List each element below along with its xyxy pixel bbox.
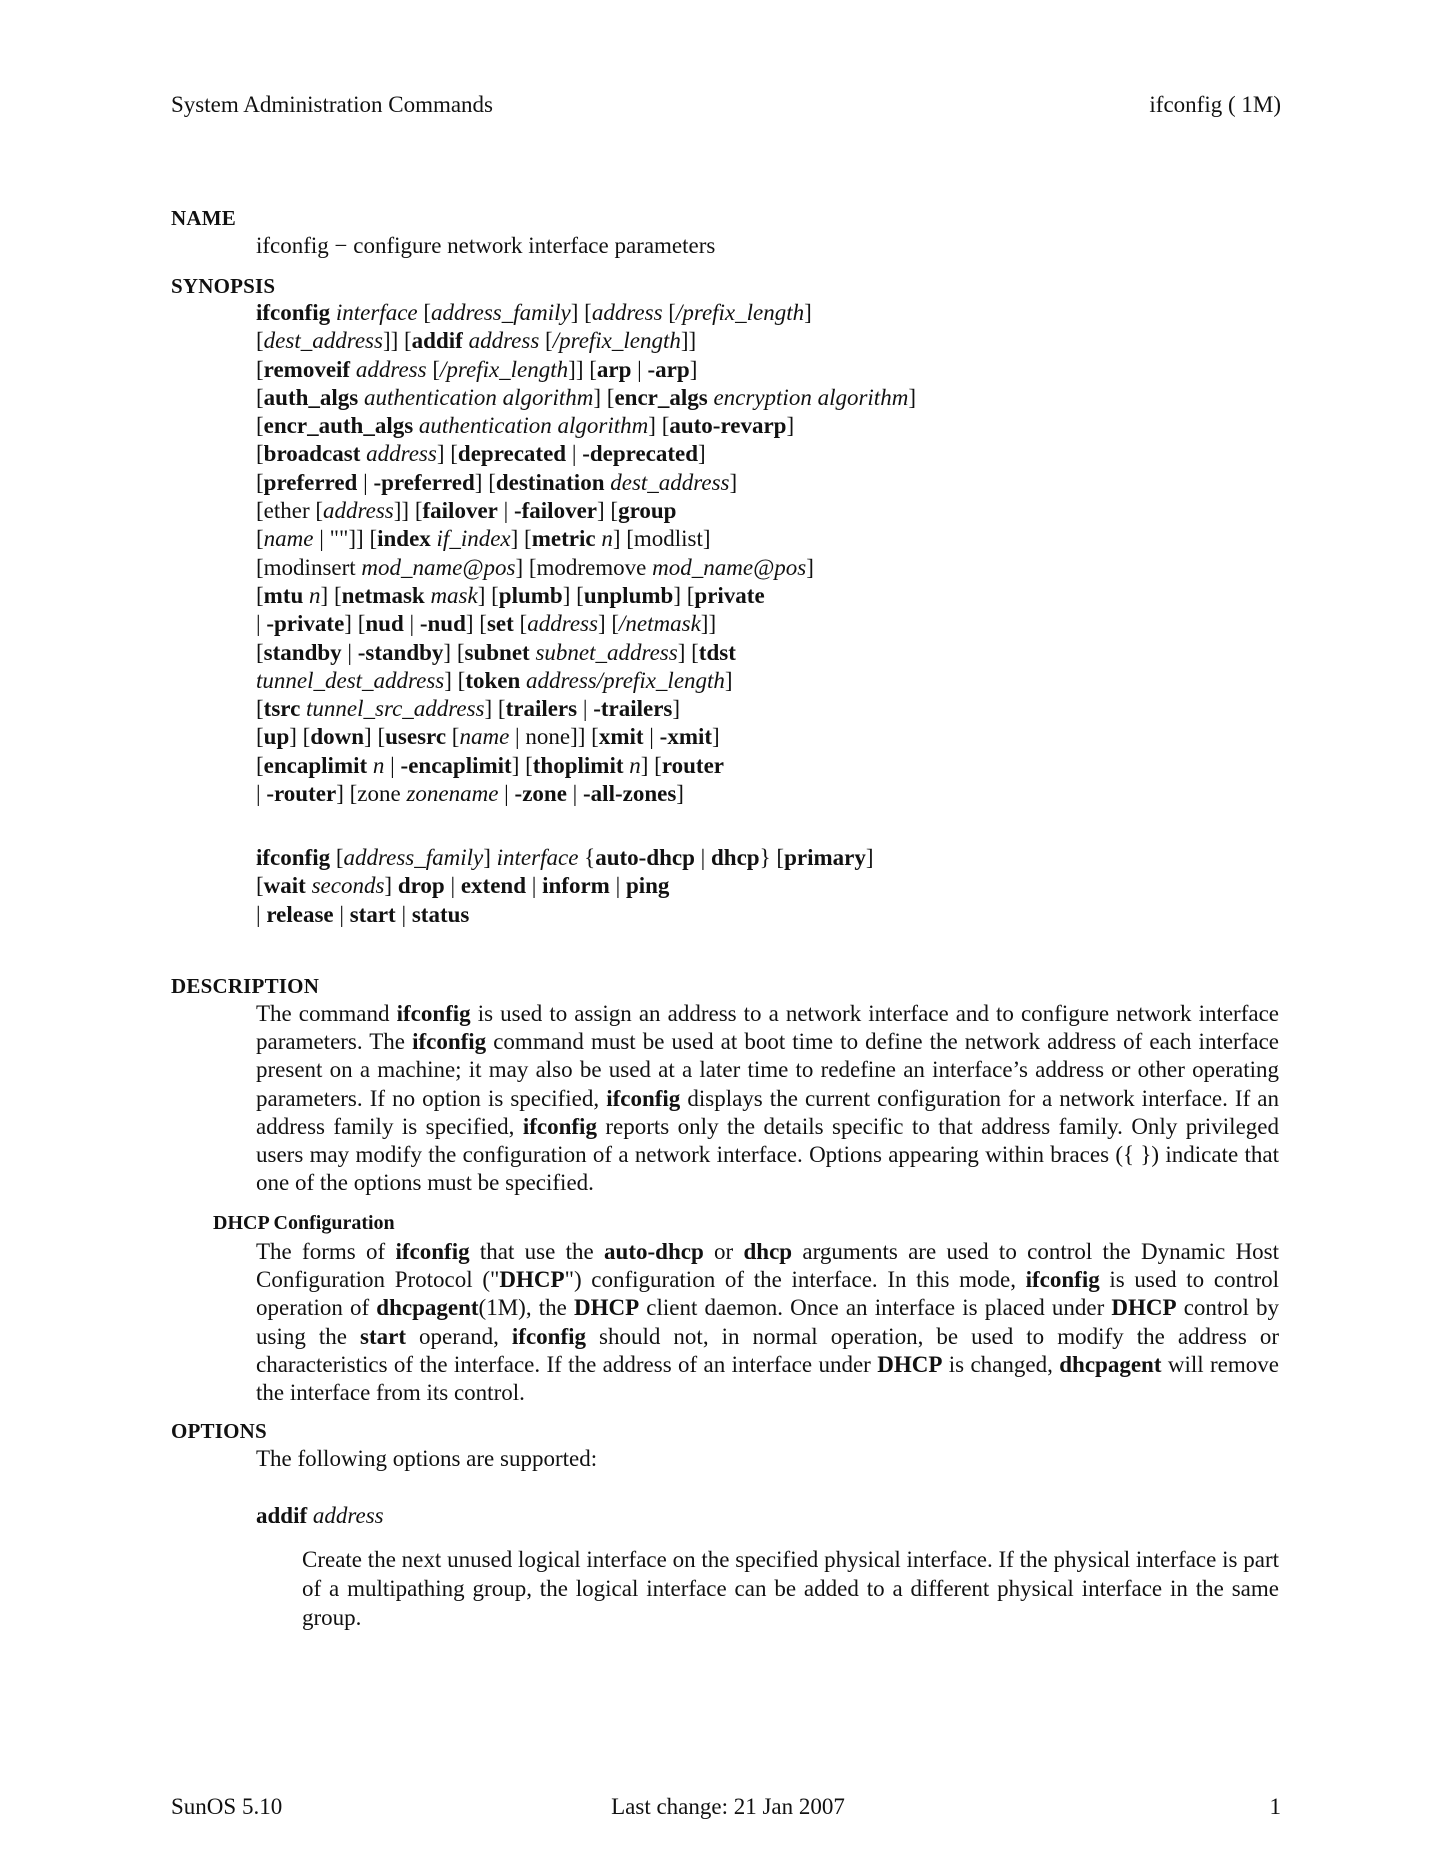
synopsis-form-1-line: [name | ""]] [index if_index] [metric n] [modlist] — [256, 526, 711, 552]
synopsis-form-1-line: [encaplimit n | -encaplimit] [thoplimit n] [router — [256, 752, 724, 778]
page-header-command: ifconfig ( 1M) — [1149, 92, 1281, 117]
synopsis-form-2 — [256, 844, 1279, 929]
options-intro: The following options are supported: — [256, 1446, 598, 1471]
section-heading-name: NAME — [171, 206, 236, 230]
synopsis-form-1-line: [mtu n] [netmask mask] [plumb] [unplumb] [private — [256, 582, 765, 608]
name-text: ifconfig − configure network interface parameters — [256, 233, 716, 258]
synopsis-form-1-line: [broadcast address] [deprecated | -deprecated] — [256, 441, 706, 467]
subsection-heading-dhcp: DHCP Configuration — [213, 1212, 395, 1234]
page-footer-last-change: Last change: 21 Jan 2007 — [611, 1794, 845, 1819]
option-term-addif: addif address — [256, 1503, 384, 1528]
synopsis-form-2-line: [wait seconds] drop | extend | inform | ping — [256, 873, 670, 899]
section-heading-synopsis: SYNOPSIS — [171, 274, 276, 298]
section-heading-options: OPTIONS — [171, 1419, 267, 1443]
synopsis-form-1-line: tunnel_dest_address] [token address/prefix_length] — [256, 667, 733, 693]
synopsis-form-2-line: | release | start | status — [256, 901, 470, 927]
synopsis-form-1-line: [auth_algs authentication algorithm] [encr_algs encryption algorithm] — [256, 384, 916, 410]
synopsis-form-1-line: [encr_auth_algs authentication algorithm] [auto-revarp] — [256, 413, 795, 439]
synopsis-form-1-line: [up] [down] [usesrc [name | none]] [xmit | -xmit] — [256, 724, 720, 750]
synopsis-form-1-line: | -router] [zone zonename | -zone | -all-zones] — [256, 781, 684, 807]
synopsis-form-1-line: [removeif address [/prefix_length]] [arp | -arp] — [256, 356, 698, 382]
synopsis-form-1-line: [preferred | -preferred] [destination dest_address] — [256, 469, 738, 495]
synopsis-form-1-line: [standby | -standby] [subnet subnet_address] [tdst — [256, 639, 736, 665]
synopsis-form-1-line: [dest_address]] [addif address [/prefix_length]] — [256, 328, 697, 354]
synopsis-form-1-line: [tsrc tunnel_src_address] [trailers | -trailers] — [256, 696, 681, 722]
page-header-title: System Administration Commands — [171, 92, 494, 117]
synopsis-form-1-line: [modinsert mod_name@pos] [modremove mod_name@pos] — [256, 554, 814, 580]
synopsis-form-1-line: [ether [address]] [failover | -failover] [group — [256, 498, 677, 524]
dhcp-paragraph: The forms of ifconfig that use the auto-dhcp or dhcp arguments are used to control the Dynamic Host Configuration Protocol ("DHCP") configuration of the interface. In this mode, ifconfig is used to control operation of dhcpagent(1M), the DHCP client daemon. Once an interface is placed under DHCP control by using the start operand, ifconfig should not, in normal operation, be used to modify the address or characteristics of the interface. If the address of an interface under DHCP is changed, dhcpagent will remove the interface from its control. — [256, 1239, 1280, 1406]
section-heading-description: DESCRIPTION — [171, 974, 320, 998]
option-description-addif: Create the next unused logical interface on the specified physical interface. If the physical interface is part of a multipathing group, the logical interface can be added to a different physical interface in the same group. — [302, 1547, 1279, 1630]
synopsis-form-1 — [256, 299, 1279, 808]
page-footer-os: SunOS 5.10 — [171, 1794, 283, 1819]
description-paragraph: The command ifconfig is used to assign an address to a network interface and to configure network interface parameters. The ifconfig command must be used at boot time to define the network address of each interface present on a machine; it may also be used at a later time to redefine an interface’s address or other operating parameters. If no option is specified, ifconfig displays the current configuration for a network interface. If an address family is specified, ifconfig reports only the details specific to that address family. Only privileged users may modify the configuration of a network interface. Options appearing within braces ({ }) indicate that one of the options must be specified. — [256, 1001, 1280, 1196]
synopsis-form-1-line: | -private] [nud | -nud] [set [address] [/netmask]] — [256, 611, 717, 637]
synopsis-form-2-line: ifconfig [address_family] interface {auto-dhcp | dhcp} [primary] — [256, 845, 874, 870]
synopsis-form-1-line: ifconfig interface [address_family] [address [/prefix_length] — [256, 300, 812, 325]
page-footer-page-number: 1 — [1269, 1794, 1281, 1819]
